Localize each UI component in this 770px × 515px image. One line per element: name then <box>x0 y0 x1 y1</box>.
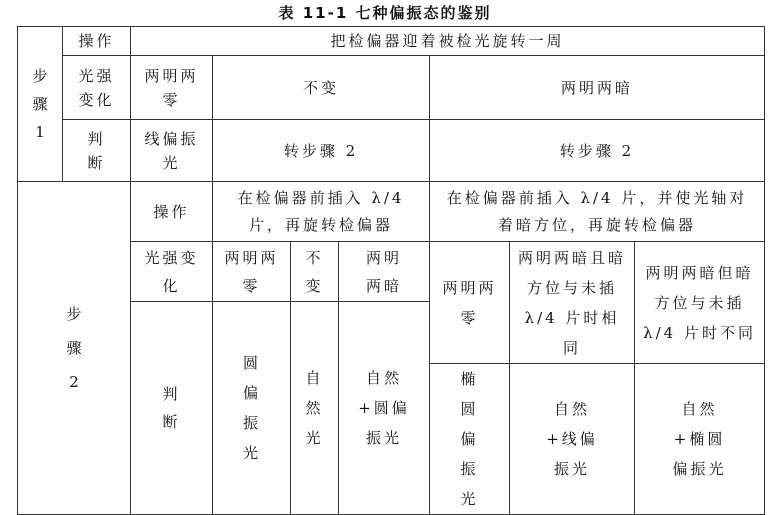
table-title: 表 11-1 七种偏振态的鉴别 <box>278 4 492 22</box>
step1-judge-a: 线偏振光 <box>131 120 213 182</box>
step2-change-6: 两明两暗但暗方位与未插 λ/4 片时不同 <box>635 242 765 364</box>
step2-light-change-label: 光强变化 <box>131 242 213 302</box>
step1-op-text: 把检偏器迎着被检光旋转一周 <box>131 27 765 56</box>
step2-op-label: 操作 <box>131 182 213 242</box>
step2-change-4: 两明两零 <box>430 242 510 364</box>
step1-judge-b: 转步骤 2 <box>213 120 430 182</box>
step2-change-2: 不变 <box>291 242 339 302</box>
step2-judge-6: 自然+椭圆偏振光 <box>635 364 765 515</box>
step2-label <box>18 182 131 515</box>
step2-change-1: 两明两零 <box>213 242 291 302</box>
step2-change-5: 两明两暗且暗方位与未插 λ/4 片时相同 <box>510 242 635 364</box>
step1-change-c: 两明两暗 <box>430 56 765 120</box>
step1-label <box>18 27 63 182</box>
step1-judge-c: 转步骤 2 <box>430 120 765 182</box>
step1-change-a: 两明两零 <box>131 56 213 120</box>
step2-judge-2: 自然光 <box>291 302 339 515</box>
step1-change-b: 不变 <box>213 56 430 120</box>
step1-op-label: 操作 <box>63 27 131 56</box>
step2-op-c: 在检偏器前插入 λ/4 片，并使光轴对着暗方位，再旋转检偏器 <box>430 182 765 242</box>
step2-judge-4: 椭圆偏振光 <box>430 364 510 515</box>
polarization-table <box>17 26 765 515</box>
step1-judge-label: 判断 <box>63 120 131 182</box>
step1-label-text: 步骤1 <box>32 67 48 141</box>
step2-change-3: 两明两暗 <box>339 242 430 302</box>
step2-judge-1: 圆偏振光 <box>213 302 291 515</box>
step2-judge-5: 自然+线偏振光 <box>510 364 635 515</box>
step2-label-text: 步骤2 <box>66 305 82 391</box>
step2-judge-label: 判断 <box>131 302 213 515</box>
step2-op-b: 在检偏器前插入 λ/4 片，再旋转检偏器 <box>213 182 430 242</box>
step1-light-change-label: 光强变化 <box>63 56 131 120</box>
step2-judge-3: 自然+圆偏振光 <box>339 302 430 515</box>
